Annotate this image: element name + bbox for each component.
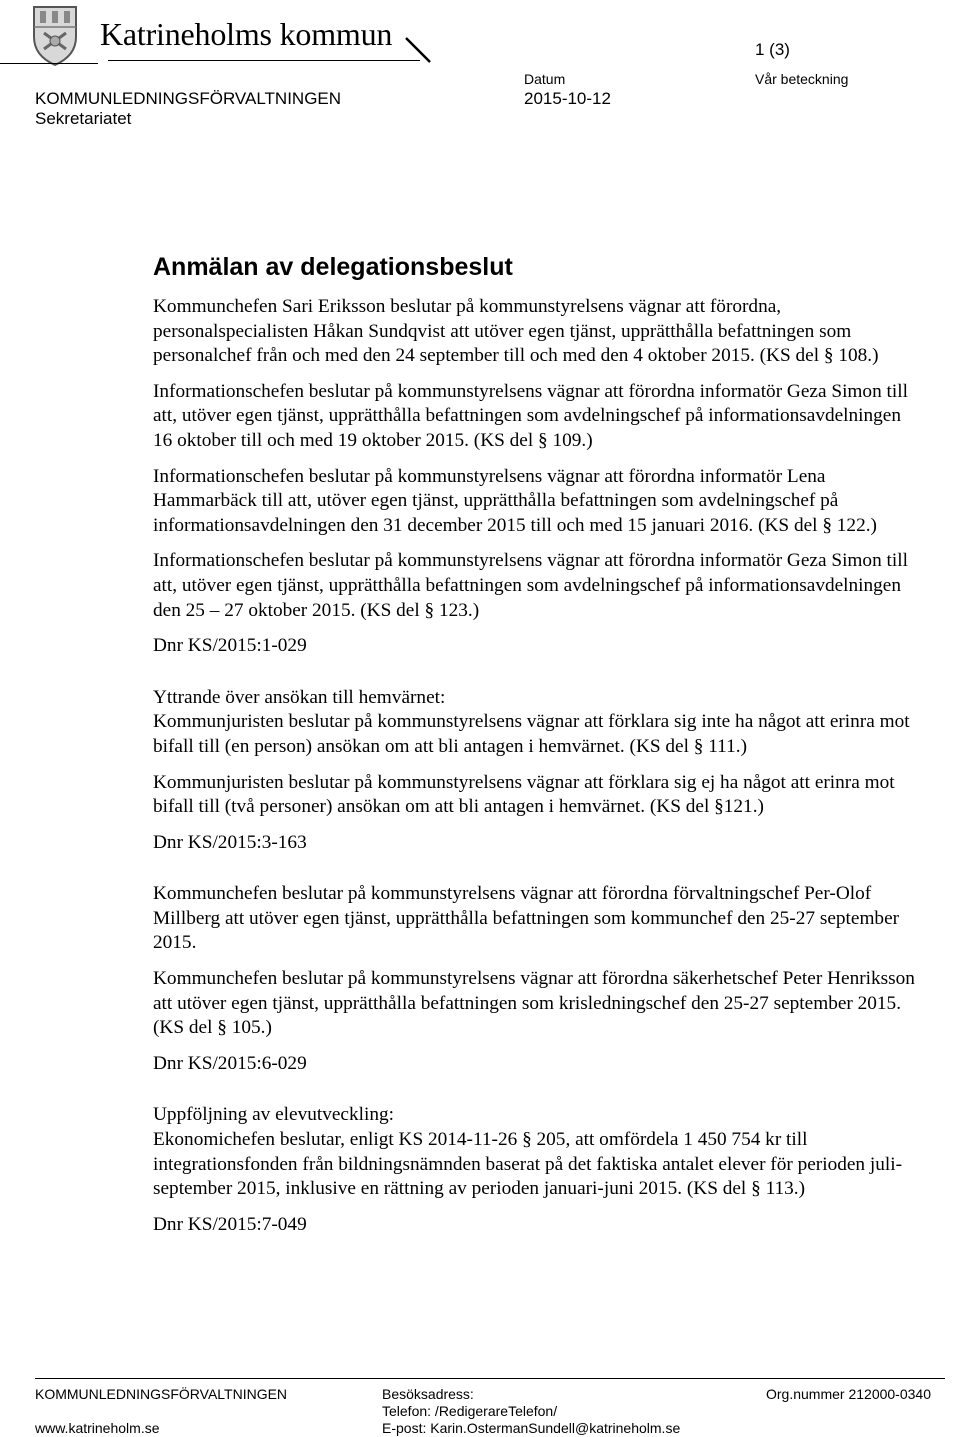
decision-paragraph: Ekonomichefen beslutar, enligt KS 2014-11-26 § 205, att omfördela 1 450 754 kr till integrationsfonden från bildningsnämnden baserat på det faktiska antalet elever för perioden juli-september 2015, inklusive en rättning av perioden januari-juni 2015. (KS del § 113.) bbox=[153, 1129, 903, 1200]
section-heading: Yttrande över ansökan till hemvärnet: bbox=[153, 686, 446, 708]
case-number: Dnr KS/2015:6-029 bbox=[153, 1052, 307, 1074]
page-number: 1 (3) bbox=[755, 40, 790, 59]
decision-paragraph: Kommunchefen Sari Eriksson beslutar på kommunstyrelsens vägnar att förordna, personalspecialisten Håkan Sundqvist att utöver egen tjänst, upprätthålla befattningen som personalchef från och med den 24 september till och med den 4 oktober 2015. (KS del § 108.) bbox=[153, 296, 879, 367]
decision-paragraph: Kommunchefen beslutar på kommunstyrelsens vägnar att förordna säkerhetschef Peter Henriksson att utöver egen tjänst, upprätthålla befattningen som krisledningschef den 25-27 september 2015. (KS del § 105.) bbox=[153, 968, 915, 1039]
brand-name: Katrineholms kommun bbox=[100, 16, 393, 52]
header-rule-left bbox=[0, 63, 98, 64]
decision-paragraph: Informationschefen beslutar på kommunstyrelsens vägnar att förordna informatör Geza Simon till att, utöver egen tjänst, upprätthålla befattningen som avdelningschef på informationsavdelningen den 25 – 27 oktober 2015. (KS del § 123.) bbox=[153, 550, 908, 621]
case-number: Dnr KS/2015:3-163 bbox=[153, 831, 307, 853]
case-number: Dnr KS/2015:1-029 bbox=[153, 635, 307, 657]
decision-paragraph: Informationschefen beslutar på kommunstyrelsens vägnar att förordna informatör Lena Hammarbäck till att, utöver egen tjänst, upprätthålla befattningen som avdelningschef på informationsavdelningen den 31 december 2015 till och med 15 januari 2016. (KS del § 122.) bbox=[153, 465, 877, 536]
decision-paragraph: Kommunjuristen beslutar på kommunstyrelsens vägnar att förklara sig ej ha något att erinra mot bifall till (två personer) ansökan om att bli antagen i hemvärnet. (KS del §121.) bbox=[153, 771, 895, 818]
brand-underline bbox=[108, 60, 420, 61]
document-body bbox=[153, 295, 923, 1248]
footer-rule bbox=[35, 1378, 945, 1379]
municipal-crest-logo bbox=[30, 3, 80, 67]
section-heading: Uppföljning av elevutveckling: bbox=[153, 1104, 394, 1126]
case-number: Dnr KS/2015:7-049 bbox=[153, 1213, 307, 1235]
footer-org-number: Org.nummer 212000-0340 bbox=[766, 1386, 931, 1402]
decision-paragraph: Informationschefen beslutar på kommunstyrelsens vägnar att förordna informatör Geza Simon till att, utöver egen tjänst, upprätthålla befattningen som avdelningschef på informationsavdelningen 16 oktober till och med 19 oktober 2015. (KS del § 109.) bbox=[153, 380, 908, 451]
document-date: 2015-10-12 bbox=[524, 89, 611, 108]
document-title: Anmälan av delegationsbeslut bbox=[153, 253, 513, 281]
footer-department: KOMMUNLEDNINGSFÖRVALTNINGEN bbox=[35, 1386, 288, 1402]
department-name: KOMMUNLEDNINGSFÖRVALTNINGEN bbox=[35, 89, 342, 108]
decision-paragraph: Kommunchefen beslutar på kommunstyrelsens vägnar att förordna förvaltningschef Per-Olof Millberg att utöver egen tjänst, upprätthålla befattningen som kommunchef den 25-27 september 2015. bbox=[153, 883, 900, 954]
footer-website-link[interactable]: www.katrineholm.se bbox=[35, 1420, 160, 1436]
decision-paragraph: Kommunjuristen beslutar på kommunstyrelsens vägnar att förklara sig inte ha något att erinra mot bifall till (en person) ansökan om att bli antagen i hemvärnet. (KS del § 111.) bbox=[153, 711, 910, 757]
footer-visit-address: Besöksadress: bbox=[382, 1386, 474, 1402]
brand-slash-mark bbox=[404, 36, 432, 64]
unit-name: Sekretariatet bbox=[35, 109, 132, 128]
date-label: Datum bbox=[524, 71, 566, 87]
reference-label: Vår beteckning bbox=[755, 71, 849, 87]
footer-email-link[interactable]: E-post: Karin.OstermanSundell@katrineholm.se bbox=[382, 1420, 681, 1436]
footer-phone: Telefon: /RedigerareTelefon/ bbox=[382, 1403, 558, 1419]
